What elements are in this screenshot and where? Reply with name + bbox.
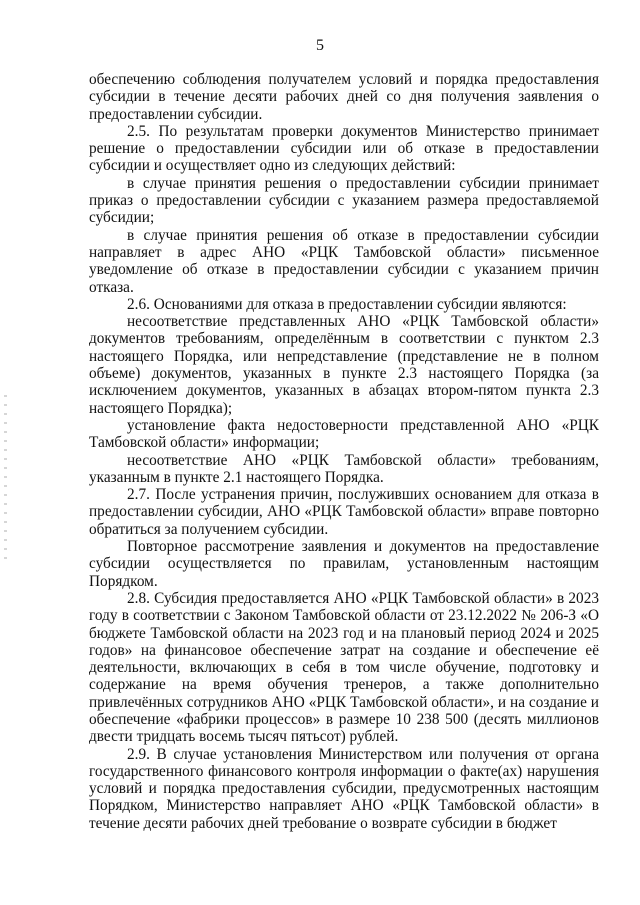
paragraph-2-5-action-refusal: в случае принятия решения об отказе в предоставлении субсидии направляет в адрес АНО «РЦК Тамбовской области» письменное уведомление об отказе в предоставлении субсидии с указанием причин отказа. [89, 226, 599, 296]
paragraph-2-6-ground-false-info: установление факта недостоверности представленной АНО «РЦК Тамбовской области» информации; [89, 416, 599, 452]
paragraph-2-7: 2.7. После устранения причин, послуживших основанием для отказа в предоставлении субсидии, АНО «РЦК Тамбовской области» вправе повторно обратиться за получением субсидии. [89, 486, 599, 538]
document-body [89, 71, 599, 832]
paragraph-2-7-repeat: Повторное рассмотрение заявления и документов на предоставление субсидии осуществляется по правилам, установленным настоящим Порядком. [89, 538, 599, 590]
paragraph-2-6-ground-requirements: несоответствие АНО «РЦК Тамбовской области» требованиям, указанным в пункте 2.1 настоящего Порядка. [89, 451, 599, 486]
page-number: 5 [316, 37, 324, 54]
paragraph-2-5-action-grant: в случае принятия решения о предоставлении субсидии принимает приказ о предоставлении субсидии с указанием размера предоставляемой субсидии; [89, 174, 599, 227]
paragraph-2-5: 2.5. По результатам проверки документов Министерство принимает решение о предоставлении субсидии или об отказе в предоставлении субсидии и осуществляет одно из следующих действий: [89, 122, 599, 175]
margin-scan-mark [4, 395, 7, 565]
paragraph-2-6-ground-documents: несоответствие представленных АНО «РЦК Тамбовской области» документов требованиям, определённым в соответствии с пунктом 2.3 настоящего Порядка, или непредставление (представление не в полном объеме) документов, указанных в пункте 2.3 настоящего Порядка (за исключением документов, указанных в абзацах втором-пятом пункта 2.3 настоящего Порядка); [89, 313, 599, 417]
paragraph-2-9: 2.9. В случае установления Министерством или получения от органа государственного финансового контроля информации о факте(ах) нарушения условий и порядка предоставления субсидии, предусмотренных настоящим Порядком, Министерство направляет АНО «РЦК Тамбовской области» в течение десяти рабочих дней требование о возврате субсидии в бюджет [89, 745, 599, 832]
paragraph-2-6: 2.6. Основаниями для отказа в предоставлении субсидии являются: [127, 295, 567, 313]
paragraph-2-8: 2.8. Субсидия предоставляется АНО «РЦК Тамбовской области» в 2023 году в соответствии с Законом Тамбовской области от 23.12.2022 № 206-З «О бюджете Тамбовской области на 2023 год и на плановый период 2024 и 2025 годов» на финансовое обеспечение затрат на создание и обеспечение её деятельности, включающих в себя в том числе обучение, подготовку и содержание на время обучения тренеров, а также дополнительно привлечённых сотрудников АНО «РЦК Тамбовской области», и на создание и обеспечение «фабрики процессов» в размере 10 238 500 (десять миллионов двести тридцать восемь тысяч пятьсот) рублей. [89, 589, 599, 746]
paragraph-continuation: обеспечению соблюдения получателем условий и порядка предоставления субсидии в течение десяти рабочих дней со дня получения заявления о предоставлении субсидии. [89, 71, 599, 123]
